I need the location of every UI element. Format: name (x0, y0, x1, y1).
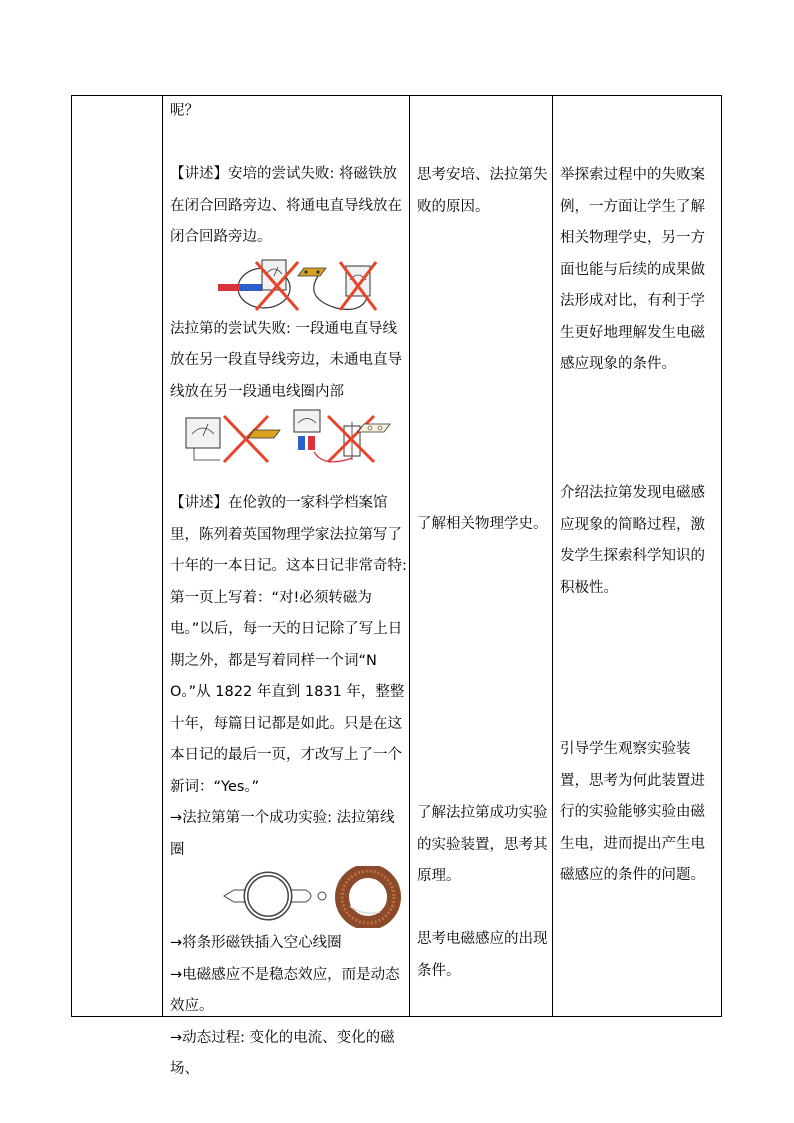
dynamic-effect-text: →电磁感应不是稳态效应，而是动态效应。 (170, 966, 400, 1014)
faraday-diary-text: 【讲述】在伦敦的一家科学档案馆里，陈列着英国物理学家法拉第写了十年的一本日记。这本日记非常奇特: 第一页上写着：“对!必须转磁为电。”以后，每一天的日记除了写上日期之外，都是写着同样一个词“NO。”从 1822 年直到 1831 年，整整十年，每篇日记都是如此。只是在这本日记的最后一页，才改写上了一个新词：“Yes。” (170, 495, 407, 795)
ampere-experiment-figure (218, 254, 418, 314)
magnet-insert-text: →将条形磁铁插入空心线圈 (170, 935, 342, 951)
column-divider (552, 96, 553, 1016)
student-learn-history: 了解相关物理学史。 (417, 516, 548, 532)
student-learn-device: 了解法拉第成功实验的实验装置，思考其原理。 (417, 805, 548, 884)
faraday-failure-figure (184, 408, 394, 464)
intent-failure-cases: 举探索过程中的失败案例，一方面让学生了解相关物理学史，另一方面也能与后续的成果做法形成对比，有利于学生更好地理解发生电磁感应现象的条件。 (560, 167, 705, 372)
column-divider (162, 96, 163, 1016)
dynamic-process-text: →动态过程: 变化的电流、变化的磁场、 (170, 1029, 395, 1077)
student-think-failure: 思考安培、法拉第失败的原因。 (417, 167, 548, 215)
lesson-table (71, 95, 722, 1077)
continuation-text: 呢？ (170, 103, 199, 119)
student-think-conditions: 思考电磁感应的出现条件。 (417, 931, 548, 979)
faraday-ring-figure (216, 866, 406, 928)
column-divider (409, 96, 410, 1016)
faraday-success-text: →法拉第第一个成功实验: 法拉第线圈 (170, 810, 395, 858)
teacher-activity-column (170, 96, 408, 1086)
intent-faraday-history: 介绍法拉第发现电磁感应现象的简略过程，激发学生探索科学知识的积极性。 (560, 485, 705, 596)
intent-observe-device: 引导学生观察实验装置，思考为何此装置进行的实验能够实验由磁生电，进而提出产生电磁感应的条件的问题。 (560, 741, 705, 883)
ampere-failure-text: 【讲述】安培的尝试失败: 将磁铁放在闭合回路旁边、将通电直导线放在闭合回路旁边。 (170, 166, 402, 245)
faraday-failure-text: 法拉第的尝试失败: 一段通电直导线放在另一段直导线旁边，未通电直导线放在另一段通电线圈内部 (170, 320, 402, 400)
